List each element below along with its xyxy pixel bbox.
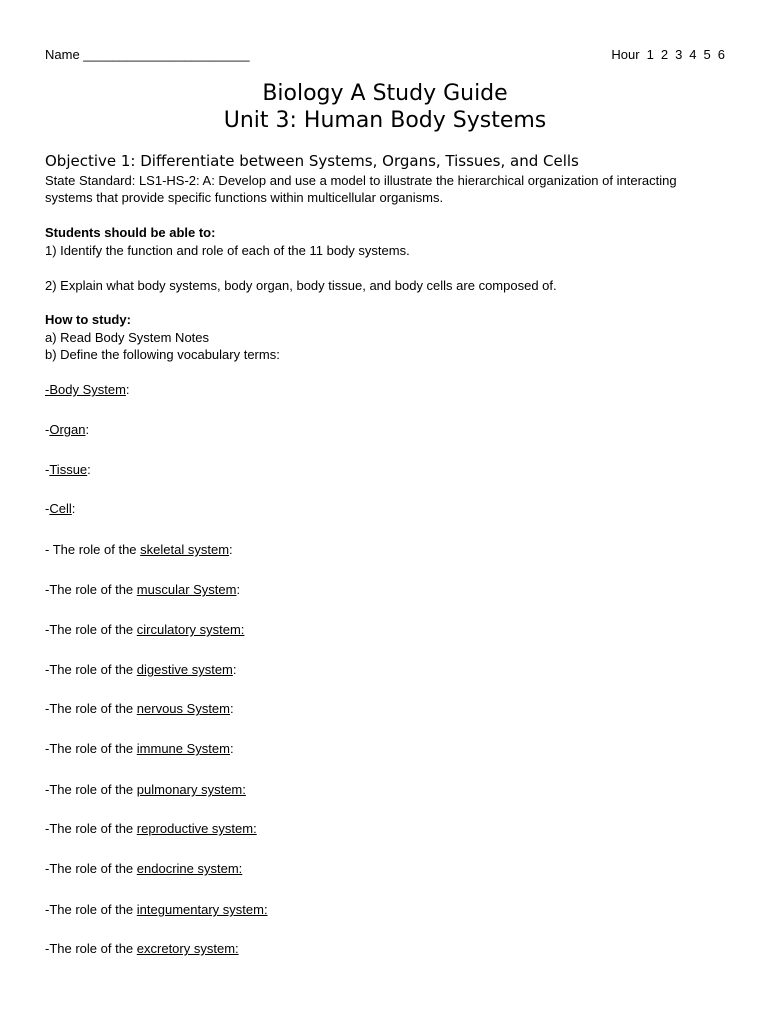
vocab-line	[45, 541, 233, 558]
vocab-term: reproductive system:	[136, 821, 257, 836]
vocab-line	[45, 381, 130, 398]
vocab-line	[45, 661, 237, 678]
state-standard: State Standard: LS1-HS-2: A: Develop and use a model to illustrate the hierarchical organization of interacting systems that provide specific functions within multicellular organisms.	[45, 173, 677, 205]
vocab-term: circulatory system:	[136, 622, 245, 637]
vocab-prefix: -	[45, 422, 50, 437]
vocab-prefix: -	[45, 501, 50, 516]
vocab-term: Tissue	[49, 462, 88, 477]
page-title: Biology A Study Guide	[262, 81, 508, 106]
hour-option-3: 3	[675, 47, 683, 62]
vocab-line	[45, 421, 89, 438]
hour-option-6: 6	[717, 47, 725, 62]
vocab-suffix: :	[87, 462, 91, 477]
vocab-prefix: -The role of the	[45, 741, 137, 756]
vocab-prefix: -The role of the	[45, 821, 137, 836]
vocab-term: -Body System	[45, 382, 126, 397]
hour-option-1: 1	[646, 47, 654, 62]
vocab-suffix: :	[229, 701, 234, 716]
vocab-prefix: -The role of the	[45, 941, 137, 956]
vocab-line	[45, 500, 75, 517]
vocab-suffix: :	[85, 422, 90, 437]
vocab-prefix: -The role of the	[45, 701, 137, 716]
vocab-term: muscular System	[136, 582, 237, 597]
vocab-line	[45, 901, 268, 918]
vocab-line	[45, 581, 240, 598]
hour-selector	[611, 47, 725, 62]
vocab-term: excretory system:	[136, 941, 239, 956]
vocab-term: endocrine system:	[136, 861, 243, 876]
vocab-term: Organ	[49, 422, 86, 437]
vocab-term: digestive system	[136, 662, 233, 677]
vocab-line	[45, 940, 239, 957]
hour-label: Hour	[611, 47, 640, 62]
study-item-b: b) Define the following vocabulary terms:	[45, 347, 280, 362]
name-line: Name _______________________	[45, 47, 250, 62]
hour-option-4: 4	[689, 47, 697, 62]
header-row	[45, 47, 725, 65]
vocab-prefix: -The role of the	[45, 622, 137, 637]
vocab-line	[45, 860, 242, 877]
vocab-term: Cell	[49, 501, 72, 516]
vocab-prefix: -The role of the	[45, 861, 137, 876]
vocab-suffix: :	[229, 542, 233, 557]
objective-heading: Objective 1: Differentiate between Systems, Organs, Tissues, and Cells	[45, 152, 579, 170]
vocab-term: integumentary system:	[136, 902, 268, 917]
vocab-term: pulmonary system:	[136, 782, 246, 797]
vocab-term: immune System	[136, 741, 230, 756]
vocab-line	[45, 700, 234, 717]
vocab-suffix: :	[229, 741, 234, 756]
vocab-term: skeletal system	[140, 542, 230, 557]
able-heading: Students should be able to:	[45, 225, 216, 240]
vocab-term: nervous System	[136, 701, 230, 716]
hour-option-5: 5	[703, 47, 711, 62]
vocab-line	[45, 820, 257, 837]
vocab-suffix: :	[71, 501, 76, 516]
study-heading: How to study:	[45, 312, 131, 327]
vocab-suffix: :	[125, 382, 130, 397]
vocab-line	[45, 461, 91, 478]
hour-option-2: 2	[660, 47, 669, 62]
vocab-prefix: -The role of the	[45, 662, 137, 677]
vocab-line	[45, 740, 234, 757]
study-guide-page	[45, 0, 725, 1024]
vocab-line	[45, 781, 246, 798]
unit-title: Unit 3: Human Body Systems	[223, 108, 547, 133]
vocab-prefix: -	[45, 462, 50, 477]
study-item-a: a) Read Body System Notes	[45, 330, 210, 345]
vocab-line	[45, 621, 244, 638]
vocab-suffix: :	[236, 582, 241, 597]
vocab-prefix: -The role of the	[45, 902, 137, 917]
able-item-2: 2) Explain what body systems, body organ, body tissue, and body cells are composed of.	[45, 278, 557, 293]
vocab-prefix: -The role of the	[45, 582, 137, 597]
vocab-suffix: :	[232, 662, 237, 677]
vocab-prefix: -The role of the	[45, 782, 137, 797]
vocab-prefix: - The role of the	[45, 542, 141, 557]
able-item-1: 1) Identify the function and role of each of the 11 body systems.	[45, 243, 410, 258]
